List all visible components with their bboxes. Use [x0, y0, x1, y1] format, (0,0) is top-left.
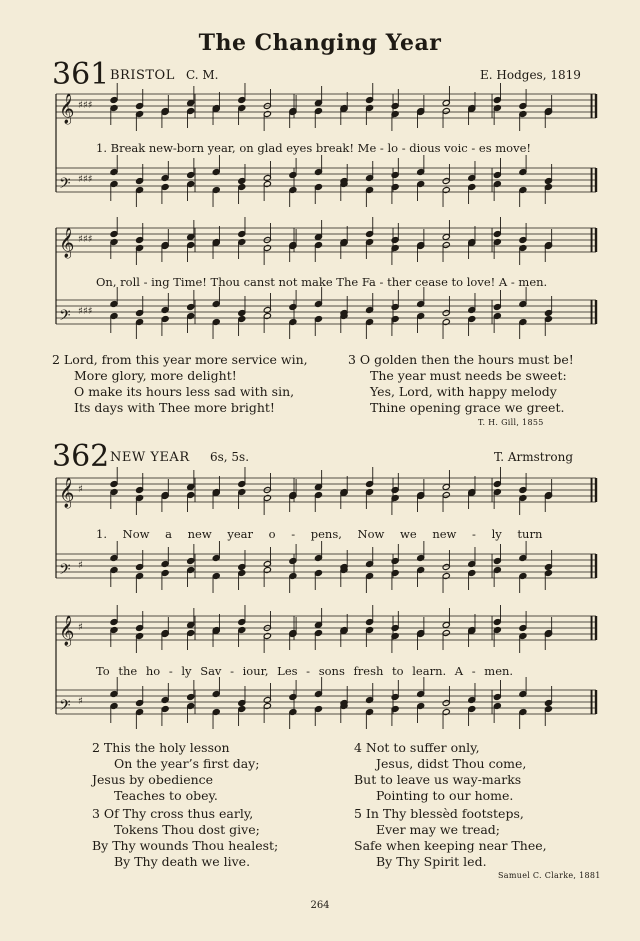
author-362: Samuel C. Clarke, 1881 — [498, 871, 601, 880]
lyric-362-line1: 1. Now a new year o - pens, Now we new - ly turn — [96, 527, 543, 541]
composer-361: E. Hodges, 1819 — [480, 68, 581, 82]
bass-clef-icon: 𝄢 — [59, 307, 71, 328]
verse-362-2: 2 This the holy lesson On the year’s first day; Jesus by obedience Teaches to obey. — [92, 740, 260, 803]
verse-362-4: 4 Not to suffer only, Jesus, didst Thou come, But to leave us way-marks Pointing to our home. — [354, 740, 527, 803]
hymn-number-362: 362 — [52, 439, 110, 474]
key-signature-icon: ♯ — [78, 484, 83, 495]
key-signature-icon: ♯♯♯ — [78, 100, 93, 111]
verse-361-2: 2 Lord, from this year more service win, More glory, more delight! O make its hours less sad with sin, Its days with Thee more bright! — [52, 352, 308, 415]
key-signature-icon: ♯♯♯ — [78, 174, 93, 185]
composer-362: T. Armstrong — [494, 450, 574, 464]
treble-clef-icon: 𝄞 — [59, 228, 75, 258]
bass-clef-icon: 𝄢 — [59, 175, 71, 196]
page-number: 264 — [310, 900, 330, 911]
treble-clef-icon: 𝄞 — [59, 616, 75, 646]
meter-361: C. M. — [186, 68, 219, 82]
treble-clef-icon: 𝄞 — [59, 478, 75, 508]
key-signature-icon: ♯ — [78, 622, 83, 633]
bass-clef-icon: 𝄢 — [59, 561, 71, 582]
lyric-361-line1: 1. Break new-born year, on glad eyes break! Me - lo - dious voic - es move! — [96, 141, 532, 155]
lyric-361-line2: On, roll - ing Time! Thou canst not make The Fa - ther cease to love! A - men. — [96, 275, 548, 289]
treble-clef-icon: 𝄞 — [59, 94, 75, 124]
verse-362-5: 5 In Thy blessèd footsteps, Ever may we tread; Safe when keeping near Thee, By Thy Spirit led. — [354, 806, 547, 869]
hymn-number-361: 361 — [52, 57, 110, 92]
verse-361-3: 3 O golden then the hours must be! The year must needs be sweet: Yes, Lord, with happy melody Thine opening grace we greet. — [348, 352, 574, 415]
verse-362-3: 3 Of Thy cross thus early, Tokens Thou dost give; By Thy wounds Thou healest; By Thy death we live. — [92, 806, 279, 869]
meter-362: 6s, 5s. — [210, 450, 250, 464]
key-signature-icon: ♯♯♯ — [78, 234, 93, 245]
author-361: T. H. Gill, 1855 — [478, 418, 544, 427]
page-title: The Changing Year — [198, 30, 442, 56]
tune-name-362: NEW YEAR — [110, 450, 190, 465]
key-signature-icon: ♯ — [78, 560, 83, 571]
key-signature-icon: ♯♯♯ — [78, 306, 93, 317]
tune-name-361: BRISTOL — [110, 68, 175, 83]
key-signature-icon: ♯ — [78, 696, 83, 707]
lyric-362-line2: To the ho - ly Sav - iour, Les - sons fresh to learn. A - men. — [96, 664, 514, 678]
bass-clef-icon: 𝄢 — [59, 697, 71, 718]
